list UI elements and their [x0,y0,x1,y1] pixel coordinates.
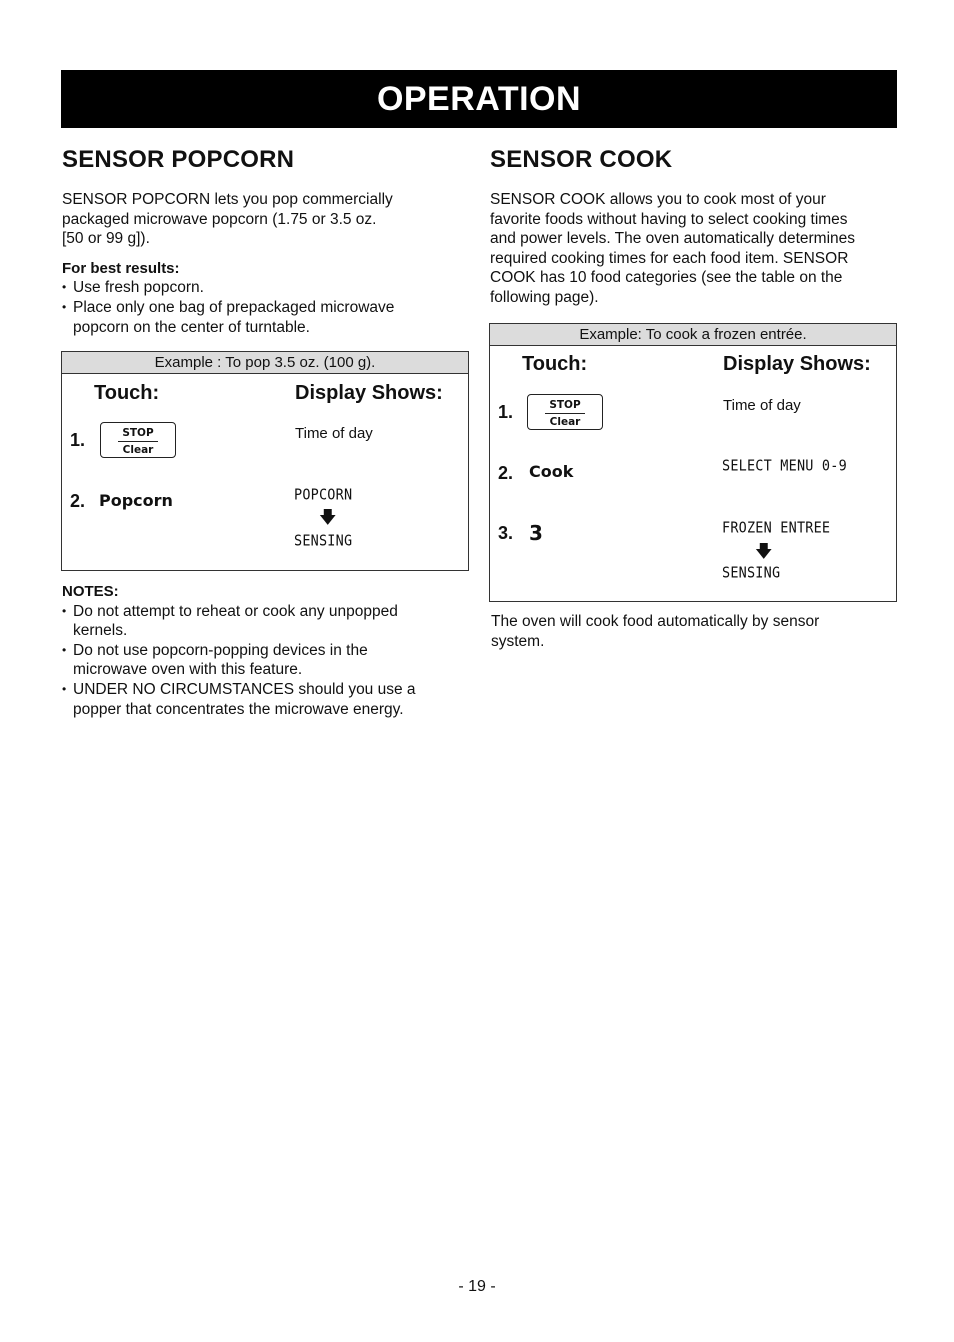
cook-pad[interactable]: Cook [529,462,574,481]
intro-line: and power levels. The oven automatically determines [490,230,856,248]
popcorn-pad[interactable]: Popcorn [99,491,173,510]
lcd-display: SENSING [722,564,781,582]
list-item: • Use fresh popcorn. [62,278,472,298]
page-banner: OPERATION [61,70,897,128]
intro-line: COOK has 10 food categories (see the table on the [490,269,843,287]
intro-line: SENSOR COOK allows you to cook most of your [490,191,826,208]
lcd-display: POPCORN [294,486,353,504]
display-text: Time of day [723,397,801,414]
stop-clear-key[interactable] [100,422,176,458]
display-shows-header: Display Shows: [295,382,443,404]
key-label-top: STOP [118,426,158,442]
sensor-cook-section [490,140,900,308]
notes-title: NOTES: [62,583,119,600]
step-number: 1. [70,430,86,450]
page-number: - 19 - [458,1278,496,1295]
intro-line: SENSOR POPCORN lets you pop commercially [62,191,393,208]
key-label-bottom: Clear [122,444,154,456]
list-item: • Do not attempt to reheat or cook any unpopped [62,602,472,622]
sensor-cook-heading: SENSOR COOK [490,146,673,173]
cook-footer-text [491,612,901,651]
best-results-list [62,278,472,337]
step-number: 2. [498,463,514,483]
step-number: 2. [70,491,86,511]
list-item: • Do not use popcorn-popping devices in the [62,641,472,661]
touch-header: Touch: [94,382,160,404]
stop-clear-key[interactable] [527,394,603,430]
touch-header: Touch: [522,353,588,375]
notes-section [62,582,472,719]
intro-line: required cooking times for each food item. SENSOR [490,249,849,267]
step-number: 1. [498,402,514,422]
key-label-bottom: Clear [549,416,581,428]
sensor-popcorn-section [62,140,472,337]
arrow-down-icon: 🡇 [755,542,773,562]
popcorn-example-box [61,351,469,571]
list-item-continuation: microwave oven with this feature. [73,661,303,679]
step-number: 3. [498,523,514,543]
intro-line: [50 or 99 g]). [62,230,150,248]
display-text: Time of day [295,425,373,442]
intro-line: following page). [490,288,599,306]
cook-footer [491,612,901,651]
cook-example-header: Example: To cook a frozen entrée. [490,324,896,346]
lcd-display: SENSING [294,532,353,550]
intro-line: packaged microwave popcorn (1.75 or 3.5 oz. [62,210,377,228]
lcd-display: FROZEN ENTREE [722,519,831,537]
display-shows-header: Display Shows: [723,353,871,375]
list-item: • UNDER NO CIRCUMSTANCES should you use a [62,680,472,700]
arrow-down-icon: 🡇 [319,508,337,528]
sensor-popcorn-intro [62,190,472,249]
list-item-continuation: popper that concentrates the microwave energy. [73,700,404,718]
footer-line: The oven will cook food automatically by sensor [491,613,820,630]
list-item-continuation: popcorn on the center of turntable. [73,318,310,336]
popcorn-example-header: Example : To pop 3.5 oz. (100 g). [62,352,468,374]
key-label-top: STOP [545,398,585,414]
sensor-cook-intro [490,190,900,308]
list-item: • Place only one bag of prepackaged microwave [62,298,472,318]
sensor-popcorn-heading: SENSOR POPCORN [62,146,295,173]
best-results-title: For best results: [62,259,180,277]
lcd-display: SELECT MENU 0-9 [722,457,847,475]
footer-line: system. [491,632,545,650]
list-item-continuation: kernels. [73,622,128,640]
notes-list [62,602,472,720]
number-3-pad[interactable]: 3 [529,521,543,545]
cook-example-box [489,323,897,602]
intro-line: favorite foods without having to select cooking times [490,210,848,228]
